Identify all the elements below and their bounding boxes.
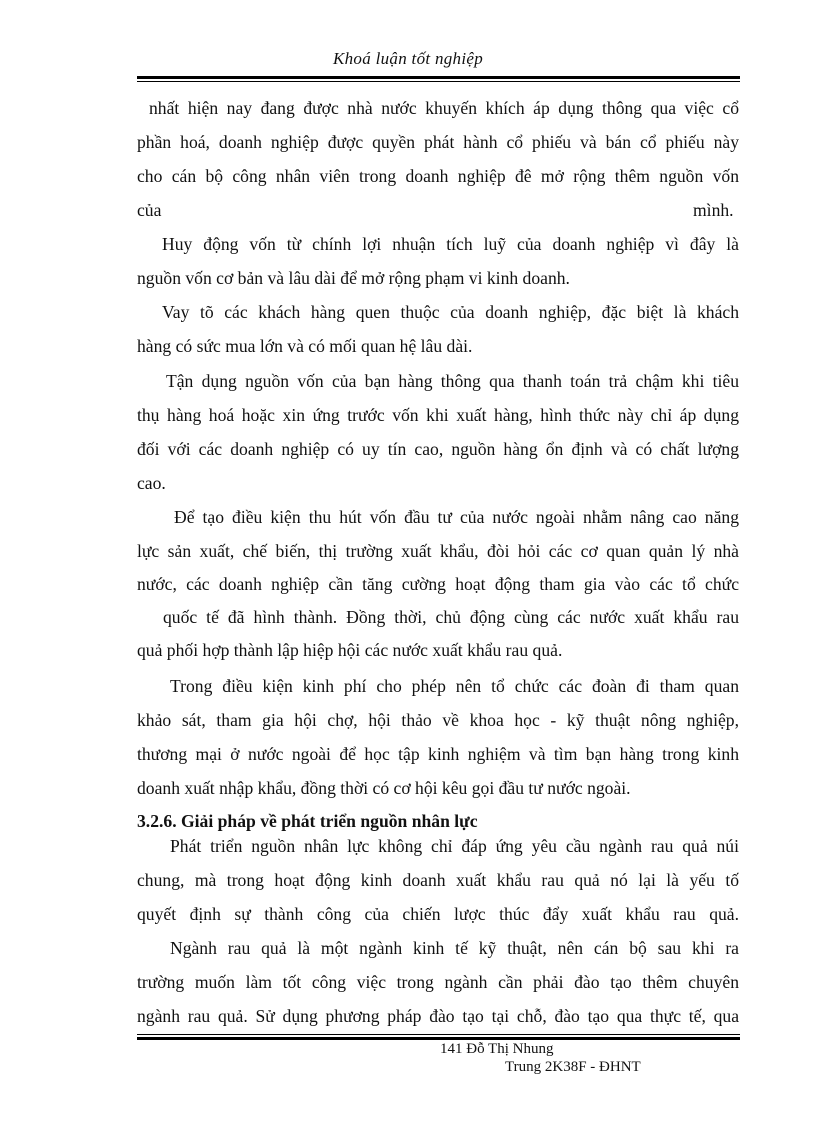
paragraph-line: Trong điều kiện kinh phí cho phép nên tổ chức các đoàn đi tham quan <box>170 676 739 696</box>
paragraph-line: Vay tõ các khách hàng quen thuộc của doanh nghiệp, đặc biệt là khách <box>162 302 739 322</box>
paragraph-line: Phát triển nguồn nhân lực không chỉ đáp ứng yêu cầu ngành rau quả núi <box>170 836 739 856</box>
paragraph-line: cao. <box>137 473 166 493</box>
header-rule-thin <box>137 81 740 82</box>
paragraph-line: thương mại ở nước ngoài để học tập kinh nghiệm và tìm bạn hàng trong kinh <box>137 744 739 764</box>
paragraph-line: doanh xuất nhập khẩu, đồng thời có cơ hội kêu gọi đầu tư nước ngoài. <box>137 778 631 798</box>
footer-rule-thin <box>137 1034 740 1035</box>
header-title: Khoá luận tốt nghiệp <box>332 49 484 68</box>
footer-page-author: 141 Đỗ Thị Nhung <box>440 1041 554 1057</box>
paragraph-line: nguồn vốn cơ bản và lâu dài để mở rộng phạm vi kinh doanh. <box>137 268 570 288</box>
paragraph-line: lực sản xuất, chế biến, thị trường xuất khẩu, đòi hỏi các cơ quan quản lý nhà <box>137 541 739 561</box>
paragraph-line: thụ hàng hoá hoặc xin ứng trước vốn khi xuất hàng, hình thức này chỉ áp dụng <box>137 405 739 425</box>
paragraph-line: quyết định sự thành công của chiến lược thúc đẩy xuất khẩu rau quả. <box>137 904 739 924</box>
footer-class: Trung 2K38F - ĐHNT <box>505 1059 641 1075</box>
paragraph-line: quả phối hợp thành lập hiệp hội các nước xuất khẩu rau quả. <box>137 640 563 660</box>
paragraph-line: Để tạo điều kiện thu hút vốn đầu tư của nước ngoài nhằm nâng cao năng <box>174 507 739 527</box>
paragraph-line: nhất hiện nay đang được nhà nước khuyến khích áp dụng thông qua việc cổ <box>149 98 739 118</box>
paragraph-line: của <box>137 200 162 220</box>
paragraph-line: Tận dụng nguồn vốn của bạn hàng thông qua thanh toán trả chậm khi tiêu <box>166 371 739 391</box>
paragraph-line: Ngành rau quả là một ngành kinh tế kỹ thuật, nên cán bộ sau khi ra <box>170 938 739 958</box>
header-rule-thick <box>137 76 740 79</box>
paragraph-line: chung, mà trong hoạt động kinh doanh xuất khẩu rau quả nó lại là yếu tố <box>137 870 739 890</box>
paragraph-line: hàng có sức mua lớn và có mối quan hệ lâu dài. <box>137 336 473 356</box>
paragraph-line: cho cán bộ công nhân viên trong doanh nghiệp đê mở rộng thêm nguồn vốn <box>137 166 739 186</box>
paragraph-line: trường muốn làm tốt công việc trong ngành cần phải đào tạo thêm chuyên <box>137 972 739 992</box>
section-heading: 3.2.6. Giải pháp về phát triển nguồn nhân lực <box>137 811 478 831</box>
paragraph-line: đối với các doanh nghiệp có uy tín cao, nguồn hàng ổn định và có chất lượng <box>137 439 739 459</box>
paragraph-line: mình. <box>693 200 734 220</box>
paragraph-line: ngành rau quả. Sử dụng phương pháp đào tạo tại chỗ, đào tạo qua thực tế, qua <box>137 1006 739 1026</box>
paragraph-line: quốc tế đã hình thành. Đồng thời, chủ động cùng các nước xuất khẩu rau <box>163 607 739 627</box>
paragraph-line: phần hoá, doanh nghiệp được quyền phát hành cổ phiếu và bán cổ phiếu này <box>137 132 739 152</box>
paragraph-line: Huy động vốn từ chính lợi nhuận tích luỹ của doanh nghiệp vì đây là <box>162 234 739 254</box>
paragraph-line: khảo sát, tham gia hội chợ, hội thảo về khoa học - kỹ thuật nông nghiệp, <box>137 710 739 730</box>
footer-rule-thick <box>137 1037 740 1040</box>
paragraph-line: nước, các doanh nghiệp cần tăng cường hoạt động tham gia vào các tổ chức <box>137 574 739 594</box>
